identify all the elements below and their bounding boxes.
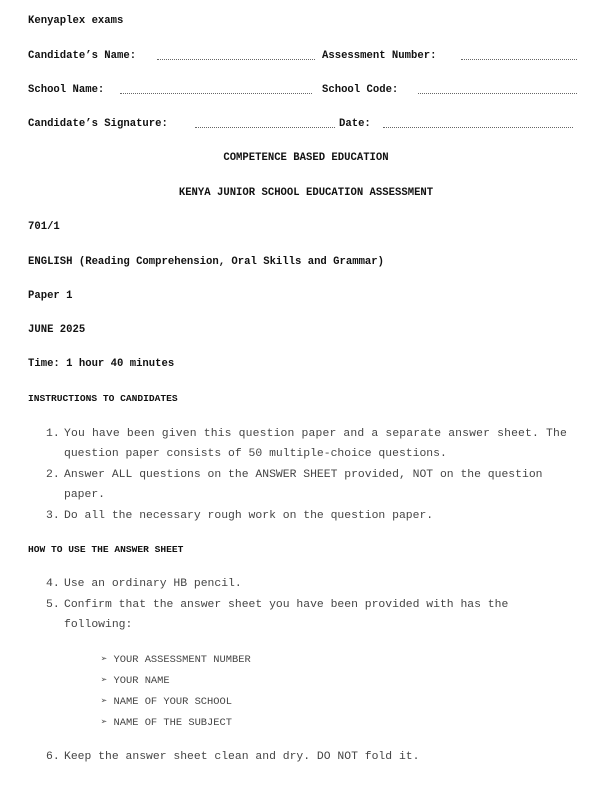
item-text: You have been given this question paper and a separate answer sheet. The	[64, 428, 567, 440]
item-number: 5.	[46, 599, 60, 611]
item-number: 6.	[46, 751, 60, 763]
bullet-item	[101, 716, 232, 730]
date-label: Date:	[339, 118, 371, 130]
instructions-heading: INSTRUCTIONS TO CANDIDATES	[28, 393, 178, 404]
item-text: Answer ALL questions on the ANSWER SHEET provided, NOT on the question	[64, 469, 543, 481]
item-text: following:	[64, 619, 133, 631]
school-code-label: School Code:	[322, 84, 399, 96]
school-name-blank[interactable]	[120, 93, 312, 94]
arrow-bullet-icon: ➢	[101, 675, 108, 687]
brand-text: Kenyaplex exams	[28, 15, 124, 27]
item-number: 3.	[46, 510, 60, 522]
arrow-bullet-icon: ➢	[101, 717, 108, 729]
assessment-number-label: Assessment Number:	[322, 50, 437, 62]
exam-date: JUNE 2025	[28, 324, 86, 336]
subject-title: ENGLISH (Reading Comprehension, Oral Skills and Grammar)	[28, 256, 385, 268]
signature-label: Candidate’s Signature:	[28, 118, 168, 130]
bullet-item	[101, 674, 170, 688]
arrow-bullet-icon: ➢	[101, 696, 108, 708]
assessment-number-blank[interactable]	[461, 59, 577, 60]
signature-blank[interactable]	[195, 127, 335, 128]
candidate-name-label: Candidate’s Name:	[28, 50, 137, 62]
item-text: Keep the answer sheet clean and dry. DO NOT fold it.	[64, 751, 420, 763]
arrow-bullet-icon: ➢	[101, 654, 108, 666]
item-number: 4.	[46, 578, 60, 590]
school-name-label: School Name:	[28, 84, 105, 96]
bullet-text: YOUR NAME	[113, 675, 170, 687]
bullet-text: YOUR ASSESSMENT NUMBER	[113, 654, 251, 666]
item-text: Do all the necessary rough work on the question paper.	[64, 510, 434, 522]
paper-code: 701/1	[28, 221, 60, 233]
item-number: 1.	[46, 428, 60, 440]
bullet-item	[101, 653, 251, 667]
item-text: question paper consists of 50 multiple-choice questions.	[64, 448, 447, 460]
item-text: Use an ordinary HB pencil.	[64, 578, 242, 590]
title-assessment: KENYA JUNIOR SCHOOL EDUCATION ASSESSMENT	[178, 187, 434, 199]
item-text: Confirm that the answer sheet you have been provided with has the	[64, 599, 509, 611]
bullet-text: NAME OF THE SUBJECT	[113, 717, 232, 729]
date-blank[interactable]	[383, 127, 573, 128]
title-competence: COMPETENCE BASED EDUCATION	[223, 152, 389, 164]
item-text: paper.	[64, 489, 106, 501]
paper-number: Paper 1	[28, 290, 73, 302]
answer-sheet-heading: HOW TO USE THE ANSWER SHEET	[28, 544, 184, 555]
bullet-item	[101, 695, 232, 709]
bullet-text: NAME OF YOUR SCHOOL	[113, 696, 232, 708]
candidate-name-blank[interactable]	[157, 59, 315, 60]
exam-time: Time: 1 hour 40 minutes	[28, 358, 175, 370]
school-code-blank[interactable]	[418, 93, 577, 94]
item-number: 2.	[46, 469, 60, 481]
